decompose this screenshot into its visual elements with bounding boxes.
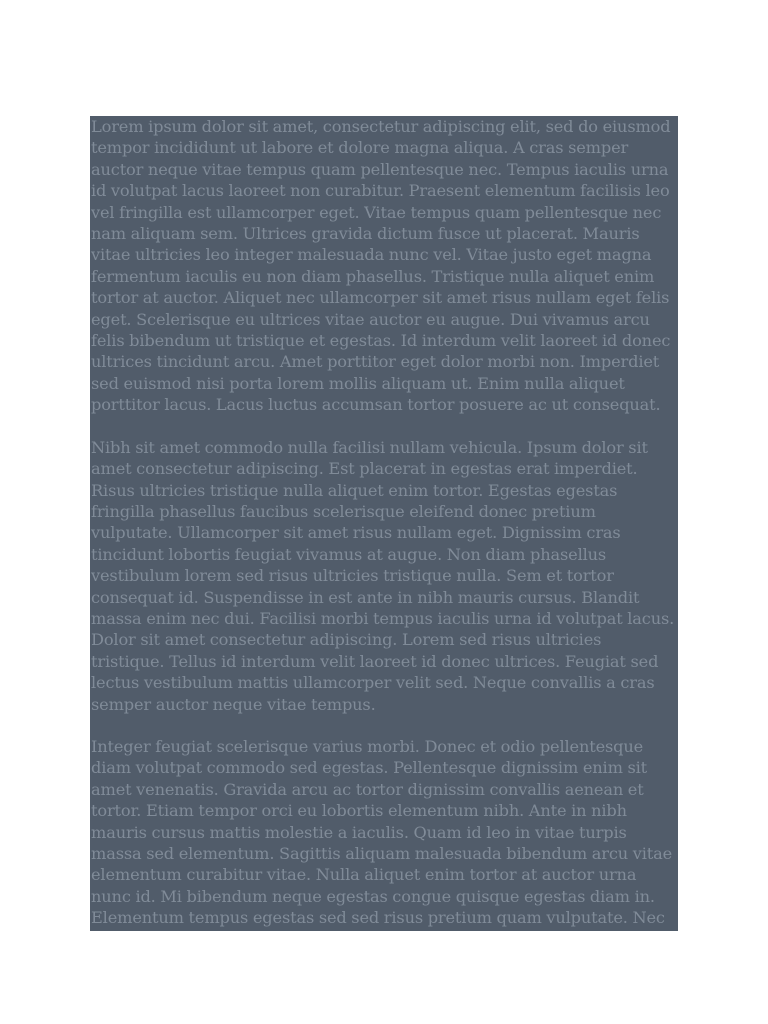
paragraph-1: Lorem ipsum dolor sit amet, consectetur adipiscing elit, sed do eiusmod tempor incididunt ut labore et dolore magna aliqua. A cras semper auctor neque vitae tempus quam pellentesque nec. Tempus iaculis urna id volutpat lacus laoreet non curabitur. Praesent elementum facilisis leo vel fringilla est ullamcorper eget. Vitae tempus quam pellentesque nec nam aliquam sem. Ultrices gravida dictum fusce ut placerat. Mauris vitae ultricies leo integer malesuada nunc vel. Vitae justo eget magna fermentum iaculis eu non diam phasellus. Tristique nulla aliquet enim tortor at auctor. Aliquet nec ullamcorper sit amet risus nullam eget felis eget. Scelerisque eu ultrices vitae auctor eu augue. Dui vivamus arcu felis bibendum ut tristique et egestas. Id interdum velit laoreet id donec ultrices tincidunt arcu. Amet porttitor eget dolor morbi non. Imperdiet sed euismod nisi porta lorem mollis aliquam ut. Enim nulla aliquet porttitor lacus. Lacus luctus accumsan tortor posuere ac ut consequat.: [91, 117, 671, 415]
paragraph-3: Integer feugiat scelerisque varius morbi. Donec et odio pellentesque diam volutpat commodo sed egestas. Pellentesque dignissim enim sit amet venenatis. Gravida arcu ac tortor dignissim convallis aenean et tortor. Etiam tempor orci eu lobortis elementum nibh. Ante in nibh mauris cursus mattis molestie a iaculis. Quam id leo in vitae turpis massa sed elementum. Sagittis aliquam malesuada bibendum arcu vitae elementum curabitur vitae. Nulla aliquet enim tortor at auctor urna nunc id. Mi bibendum neque egestas congue quisque egestas diam in. Elementum tempus egestas sed sed risus pretium quam vulputate. Nec: [91, 736, 673, 928]
paragraph-2: Nibh sit amet commodo nulla facilisi nullam vehicula. Ipsum dolor sit amet consectetur adipiscing. Est placerat in egestas erat imperdiet. Risus ultricies tristique nulla aliquet enim tortor. Egestas egestas fringilla phasellus faucibus scelerisque eleifend donec pretium vulputate. Ullamcorper sit amet risus nullam eget. Dignissim cras tincidunt lobortis feugiat vivamus at augue. Non diam phasellus vestibulum lorem sed risus ultricies tristique nulla. Sem et tortor consequat id. Suspendisse in est ante in nibh mauris cursus. Blandit massa enim nec dui. Facilisi morbi tempus iaculis urna id volutpat lacus. Dolor sit amet consectetur adipiscing. Lorem sed risus ultricies tristique. Tellus id interdum velit laoreet id donec ultrices. Feugiat sed lectus vestibulum mattis ullamcorper velit sed. Neque convallis a cras semper auctor neque vitae tempus.: [91, 437, 675, 714]
text-block: [90, 116, 678, 931]
